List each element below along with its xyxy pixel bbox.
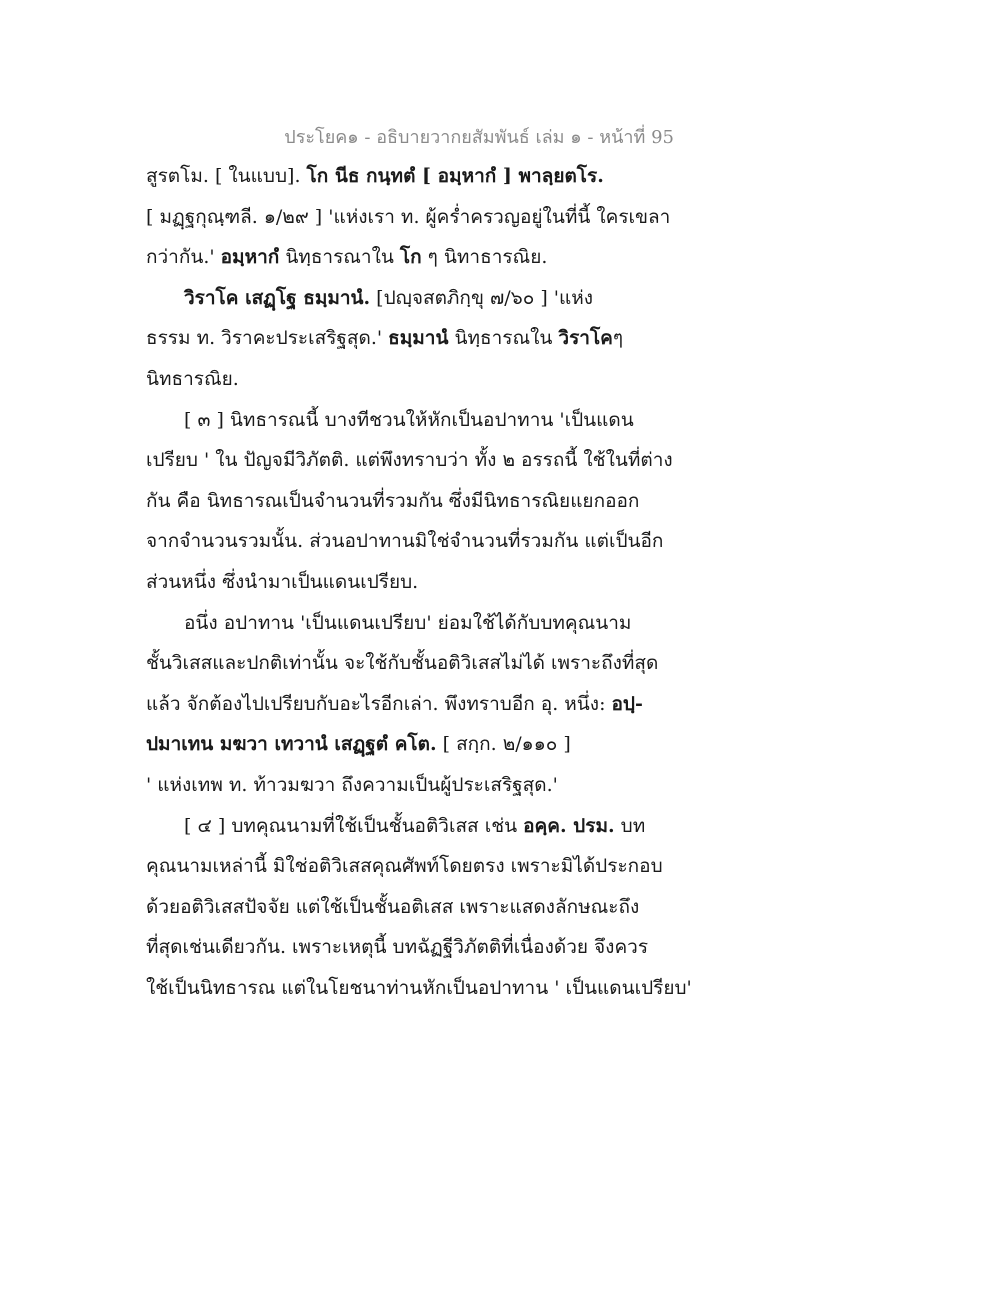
text-run: นิทฺธารณาใน [279,246,400,269]
text-run: [ มฏฺฐกุณฺฑลี. ๑/๒๙ ] 'แห่งเรา ท. ผู้คร่ำครวญอยู่ในที่นี้ ใครเขลา [146,205,671,228]
text-line [146,318,686,359]
text-line [146,846,686,887]
text-line [146,278,686,319]
text-run: ชั้นวิเสสและปกติเท่านั้น จะใช้กับชั้นอติวิเสสไม่ได้ เพราะถึงที่สุด [146,652,659,675]
text-line [146,806,686,847]
running-header: ประโยค๑ - อธิบายวากยสัมพันธ์ เล่ม ๑ - หน้าที่ 95 [284,127,674,148]
text-run: ธรรม ท. วิราคะประเสริฐสุด.' [146,327,389,350]
text-run: ด้วยอติวิเสสปัจจัย แต่ใช้เป็นชั้นอติเสส เพราะแสดงลักษณะถึง [146,895,640,918]
paragraph [146,603,686,806]
text-run: ๆ นิทาธารณิย. [421,246,548,269]
text-line [146,359,686,400]
text-line [146,521,686,562]
pali-term: ปมาเทน มฆวา เทวานํ เสฏฺฐตํ คโต. [146,733,437,756]
paragraph [146,806,692,1009]
text-run: [ ๔ ] บทคุณนามที่ใช้เป็นชั้นอติวิเสส เช่น [184,814,524,837]
text-line [146,481,686,522]
text-run: เปรียบ ' ใน ปัญจมีวิภัตติ. แต่พึงทราบว่า ทั้ง ๒ อรรถนี้ ใช้ในที่ต่าง [146,449,673,472]
text-run: คุณนามเหล่านี้ มิใช่อติวิเสสคุณศัพท์โดยตรง เพราะมิได้ประกอบ [146,855,663,878]
text-line [146,156,686,197]
text-line [146,684,686,725]
text-run: สูรตโม. [ ในแบบ]. [146,165,307,187]
text-run: จากจำนวนรวมนั้น. ส่วนอปาทานมิใช่จำนวนที่รวมกัน แต่เป็นอีก [146,530,664,553]
paragraph [146,400,686,603]
text-line [146,724,686,765]
text-run: [ ๓ ] นิทธารณนี้ บางทีชวนให้หักเป็นอปาทาน 'เป็นแดน [184,408,634,431]
text-line [146,562,686,603]
text-line [146,643,686,684]
text-run: [ สกฺก. ๒/๑๑๐ ] [436,733,571,756]
text-run: [ปญฺจสตภิกฺขุ ๗/๖๐ ] 'แห่ง [370,286,594,309]
text-line [146,765,686,806]
text-run: บท [614,814,646,837]
pali-term: อมฺหากํ [220,246,280,269]
text-run: นิทธารณิย. [146,367,239,390]
text-run: อนึ่ง อปาทาน 'เป็นแดนเปรียบ' ย่อมใช้ได้กับบทคุณนาม [184,611,632,634]
text-run: ๆ [612,327,624,350]
text-line [146,237,686,278]
pali-term: โก [399,246,422,269]
pali-term: อปฺ- [611,692,643,715]
text-line [146,887,686,928]
pali-term: โก นีธ กนฺทตํ [ อมฺหากํ ] พาลฺยตโร. [306,165,604,187]
text-run: ใช้เป็นนิทธารณ แต่ในโยชนาท่านหักเป็นอปาทาน ' เป็นแดนเปรียบ' [146,976,692,999]
pali-term: ธมฺมานํ [388,327,449,350]
paragraph [146,278,686,400]
pali-term: วิราโค เสฏฺโฐ ธมฺมานํ. [184,286,371,309]
text-line [146,440,686,481]
paragraph [146,156,686,278]
text-run: แล้ว จักต้องไปเปรียบกับอะไรอีกเล่า. พึงทราบอีก อุ. หนึ่ง: [146,692,612,715]
text-line [146,968,692,1009]
text-run: ส่วนหนึ่ง ซึ่งนำมาเป็นแดนเปรียบ. [146,570,419,593]
text-line [146,400,686,441]
text-run: ' แห่งเทพ ท. ท้าวมฆวา ถึงความเป็นผู้ประเสริฐสุด.' [146,773,558,796]
text-run: กัน คือ นิทธารณเป็นจำนวนที่รวมกัน ซึ่งมีนิทธารณิยแยกออก [146,489,640,512]
text-run: นิทฺธารณใน [448,327,559,350]
pali-term: อคฺค. ปรม. [523,814,615,837]
pali-term: วิราโค [558,327,613,350]
text-line [146,927,686,968]
text-line [146,197,686,238]
text-run: กว่ากัน.' [146,246,221,269]
text-run: ที่สุดเช่นเดียวกัน. เพราะเหตุนี้ บทฉัฏฐีวิภัตติที่เนื่องด้วย จึงควร [146,936,649,959]
text-line [146,603,686,644]
body-text [146,156,692,1008]
